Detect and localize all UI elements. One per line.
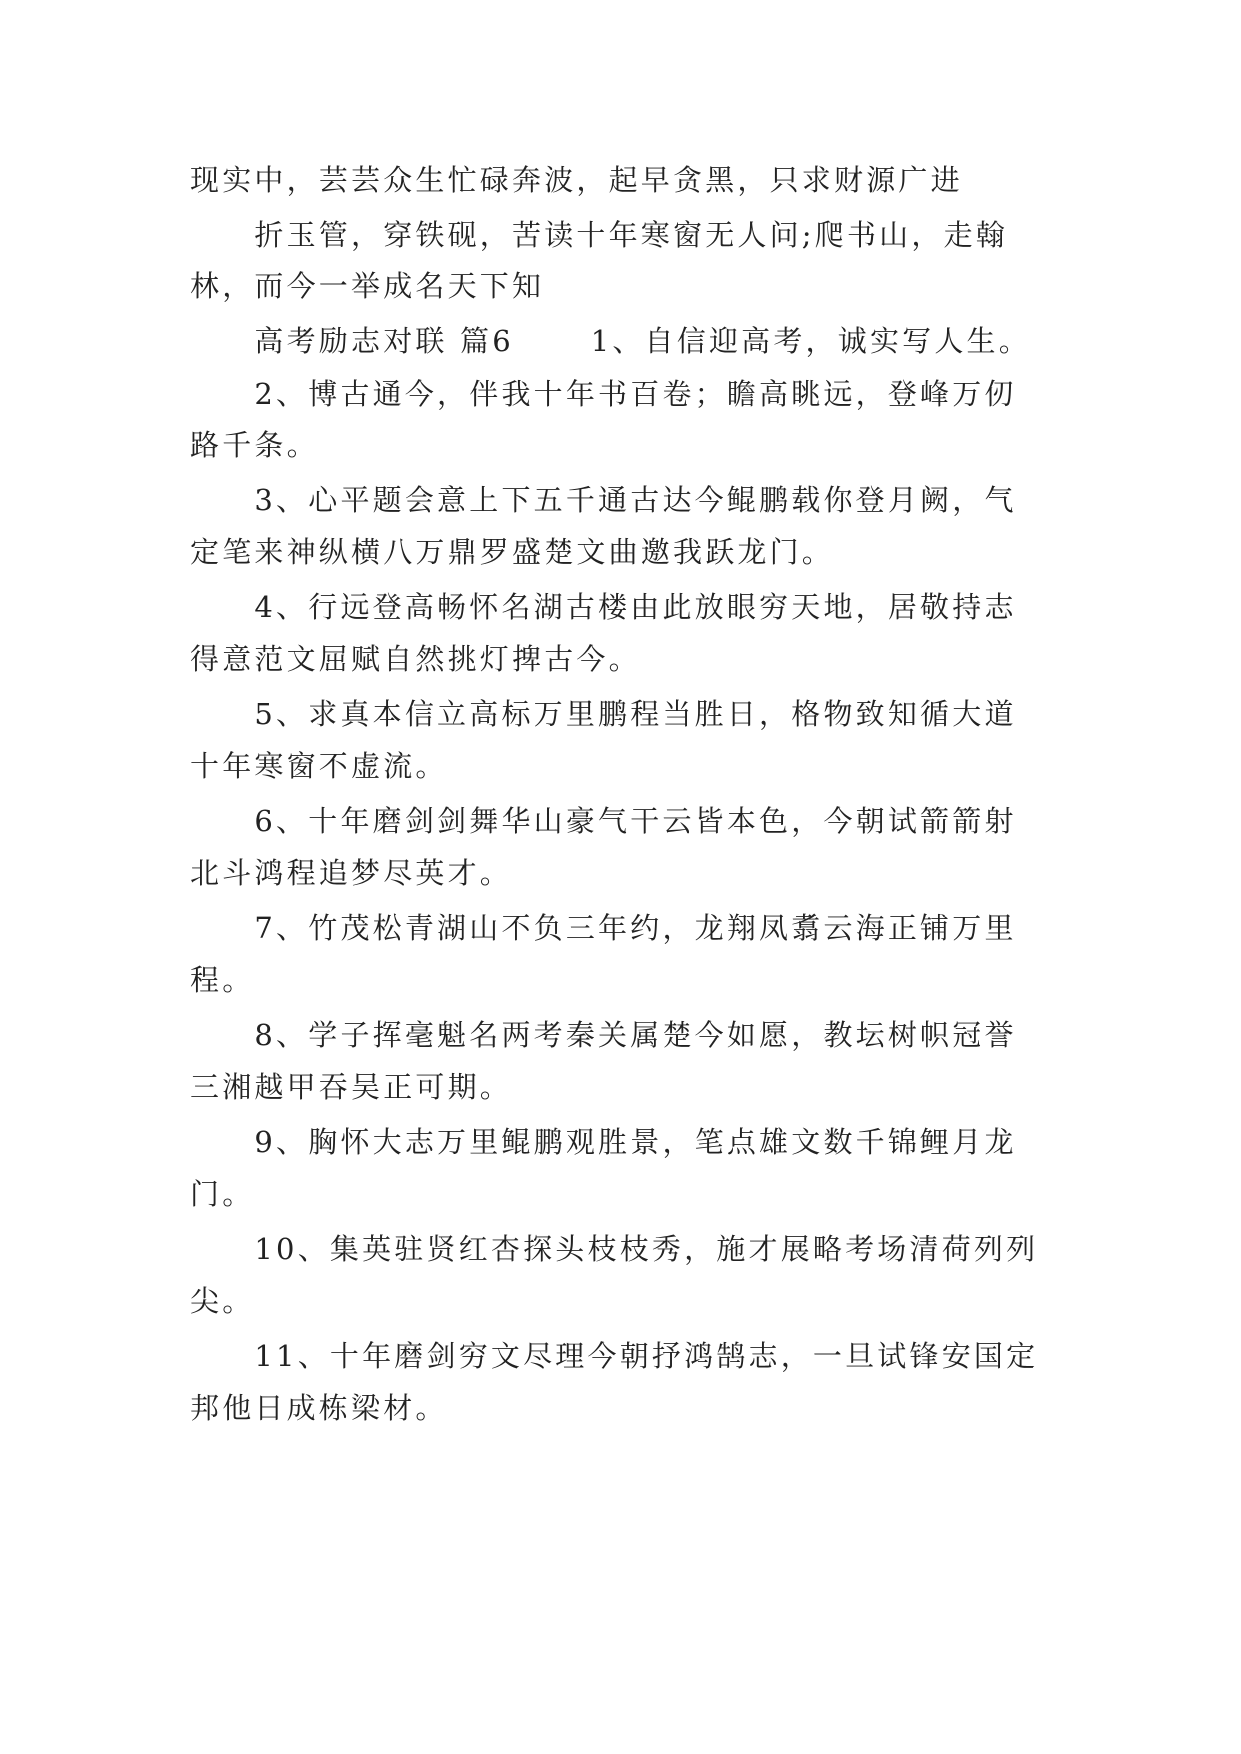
text-line: 尖。 bbox=[190, 1284, 255, 1318]
text-line: 邦他日成栋梁材。 bbox=[190, 1391, 448, 1425]
text-line: 折玉管，穿铁砚，苦读十年寒窗无人问;爬书山，走翰 bbox=[190, 218, 1008, 252]
text-line: 门。 bbox=[190, 1177, 255, 1211]
text-line: 十年寒窗不虚流。 bbox=[190, 749, 448, 783]
text-line: 3、心平题会意上下五千通古达今鲲鹏载你登月阙，气 bbox=[190, 483, 1017, 517]
text-line: 程。 bbox=[190, 963, 255, 997]
text-line: 11、十年磨剑穷文尽理今朝抒鸿鹄志，一旦试锋安国定 bbox=[190, 1339, 1039, 1373]
text-line: 现实中，芸芸众生忙碌奔波，起早贪黑，只求财源广进 bbox=[190, 163, 963, 197]
text-line: 路千条。 bbox=[190, 428, 319, 462]
text-line: 6、十年磨剑剑舞华山豪气干云皆本色，今朝试箭箭射 bbox=[190, 804, 1017, 838]
text-line: 北斗鸿程追梦尽英才。 bbox=[190, 856, 513, 890]
text-line: 8、学子挥毫魁名两考秦关属楚今如愿，教坛树帜冠誉 bbox=[190, 1018, 1017, 1052]
text-line: 定笔来神纵横八万鼎罗盛楚文曲邀我跃龙门。 bbox=[190, 535, 835, 569]
text-line: 得意范文屈赋自然挑灯捭古今。 bbox=[190, 642, 641, 676]
text-line: 三湘越甲吞吴正可期。 bbox=[190, 1070, 513, 1104]
text-line: 林，而今一举成名天下知 bbox=[190, 269, 545, 303]
text-line: 7、竹茂松青湖山不负三年约，龙翔凤翥云海正铺万里 bbox=[190, 911, 1017, 945]
text-line: 4、行远登高畅怀名湖古楼由此放眼穷天地，居敬持志 bbox=[190, 590, 1017, 624]
text-line: 9、胸怀大志万里鲲鹏观胜景，笔点雄文数千锦鲤月龙 bbox=[190, 1125, 1017, 1159]
text-line: 10、集英驻贤红杏探头枝枝秀，施才展略考场清荷列列 bbox=[190, 1232, 1039, 1266]
text-line: 5、求真本信立高标万里鹏程当胜日，格物致知循大道 bbox=[190, 697, 1017, 731]
text-line: 高考励志对联 篇6 1、自信迎高考，诚实写人生。 bbox=[190, 324, 1031, 358]
text-line: 2、博古通今，伴我十年书百卷；瞻高眺远，登峰万仞 bbox=[190, 377, 1017, 411]
